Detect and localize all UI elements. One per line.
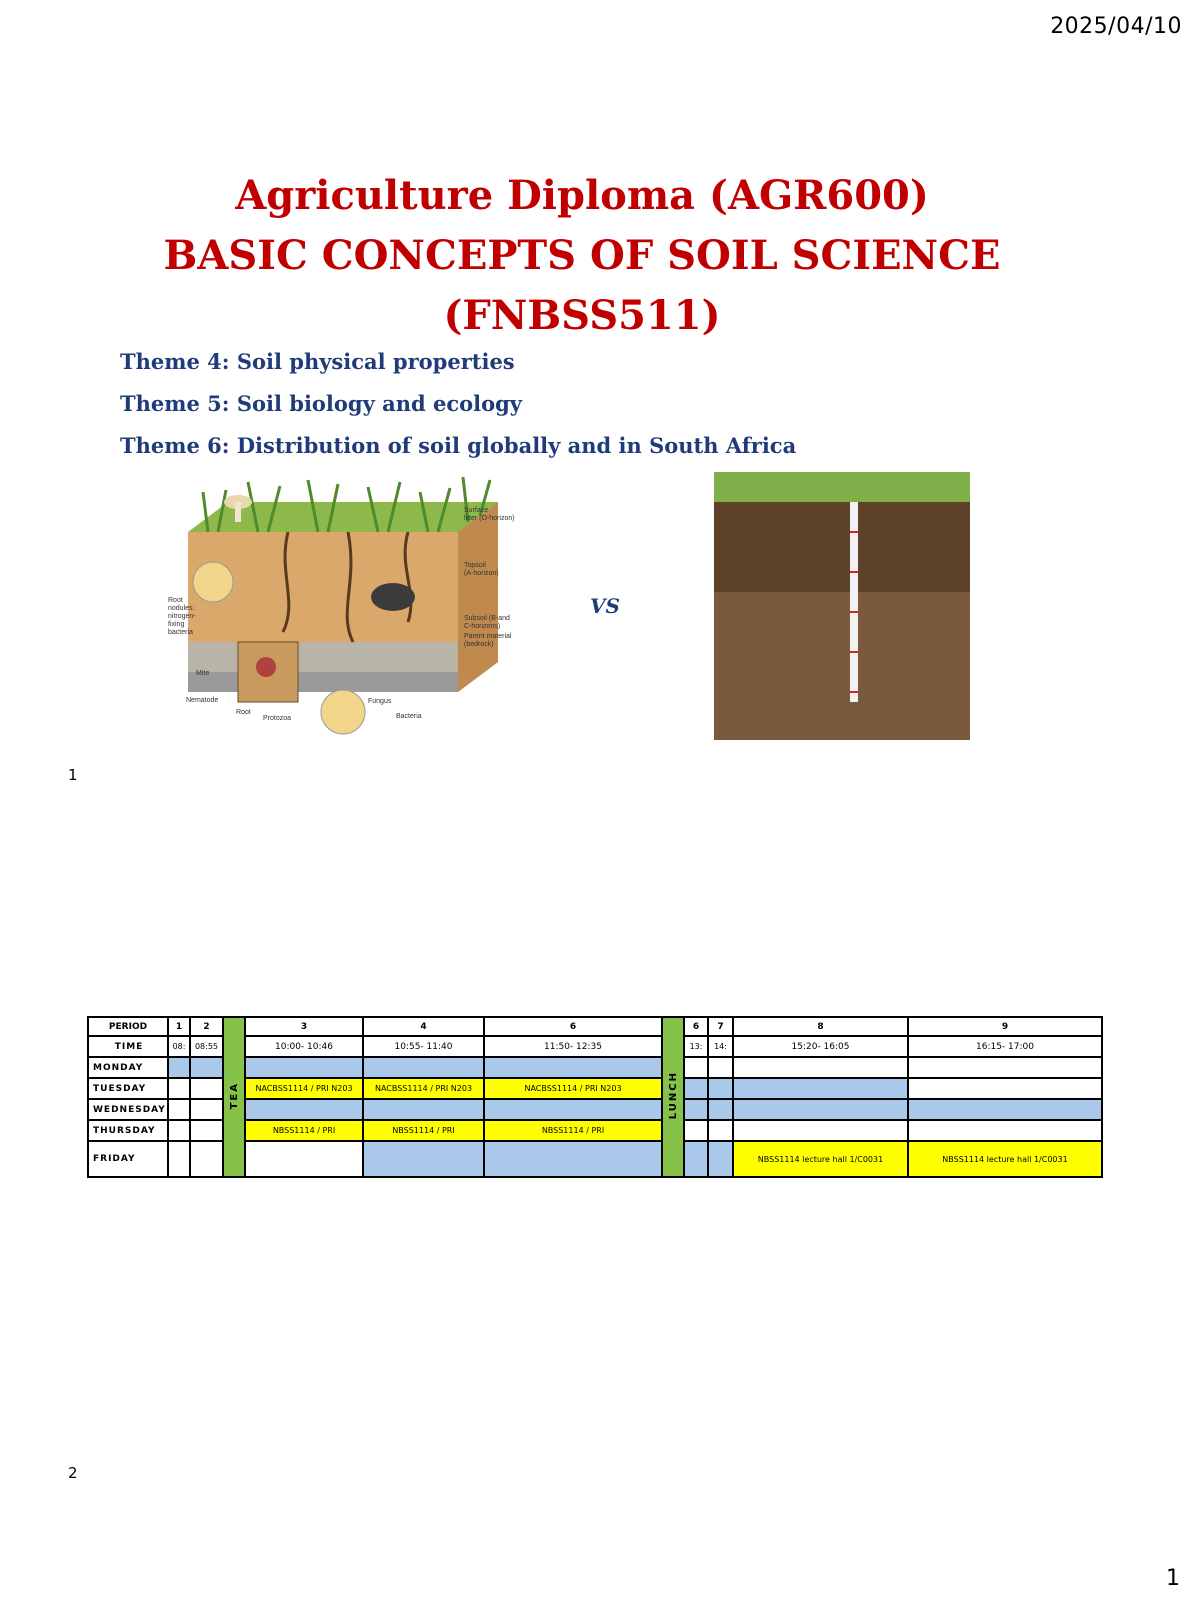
svg-text:(bedrock): (bedrock): [464, 641, 494, 648]
slot: [168, 1057, 190, 1078]
svg-text:C-horizons): C-horizons): [464, 623, 501, 630]
period-cell: 2: [190, 1017, 223, 1036]
title-line-1: Agriculture Diploma (AGR600): [235, 172, 929, 219]
slot: [363, 1141, 484, 1177]
class-slot: NACBSS1114 / PRI N203: [363, 1078, 484, 1099]
slide-title: [0, 166, 1164, 346]
slot: [484, 1141, 662, 1177]
soil-ecosystem-diagram: [168, 472, 558, 752]
svg-text:Topsoil: Topsoil: [464, 562, 486, 569]
class-slot: NBSS1114 lecture hall 1/C0031: [733, 1141, 908, 1177]
slot: [708, 1057, 733, 1078]
slot: [708, 1078, 733, 1099]
svg-text:Fungus: Fungus: [368, 698, 392, 705]
slot: [684, 1141, 708, 1177]
svg-text:Subsoil (B-and: Subsoil (B-and: [464, 615, 510, 622]
svg-text:(A-horizon): (A-horizon): [464, 570, 499, 577]
page-number: 1: [1166, 1566, 1180, 1591]
time-cell: 08:: [168, 1036, 190, 1057]
time-header: TIME: [88, 1036, 168, 1057]
class-slot: NACBSS1114 / PRI N203: [245, 1078, 363, 1099]
slot: [168, 1120, 190, 1141]
svg-text:Root: Root: [168, 597, 183, 604]
slot: [363, 1057, 484, 1078]
period-cell: 4: [363, 1017, 484, 1036]
slide-number-2: 2: [68, 1464, 78, 1482]
svg-text:nodules:: nodules:: [168, 605, 195, 612]
title-line-3: (FNBSS511): [443, 292, 721, 339]
period-cell: 6: [684, 1017, 708, 1036]
slide-number-1: 1: [68, 766, 78, 784]
svg-text:nitrogen-: nitrogen-: [168, 613, 196, 620]
slot: [684, 1078, 708, 1099]
theme-list: [120, 344, 796, 470]
slot: [733, 1078, 908, 1099]
svg-text:Root: Root: [236, 709, 251, 716]
slot: [245, 1099, 363, 1120]
versus-label: VS: [590, 594, 620, 618]
day-label: FRIDAY: [88, 1141, 168, 1177]
slot: [190, 1099, 223, 1120]
time-cell: 08:55: [190, 1036, 223, 1057]
theme-item: Theme 5: Soil biology and ecology: [120, 391, 523, 416]
class-slot: NACBSS1114 / PRI N203: [484, 1078, 662, 1099]
slot: [708, 1120, 733, 1141]
slot: [245, 1057, 363, 1078]
time-cell: 10:55- 11:40: [363, 1036, 484, 1057]
period-cell: 3: [245, 1017, 363, 1036]
theme-item: Theme 4: Soil physical properties: [120, 349, 515, 374]
time-cell: 10:00- 10:46: [245, 1036, 363, 1057]
svg-text:Protozoa: Protozoa: [263, 715, 292, 722]
slot: [190, 1057, 223, 1078]
slot: [484, 1099, 662, 1120]
slot: [908, 1120, 1102, 1141]
tea-break-column: [223, 1017, 245, 1177]
day-label: TUESDAY: [88, 1078, 168, 1099]
label-o-horizon: litter (O-horizon): [464, 515, 515, 522]
slot: [168, 1099, 190, 1120]
period-cell: 8: [733, 1017, 908, 1036]
svg-text:Bacteria: Bacteria: [396, 713, 422, 720]
slot: [708, 1141, 733, 1177]
class-slot: NBSS1114 / PRI: [484, 1120, 662, 1141]
period-cell: 9: [908, 1017, 1102, 1036]
slot: [190, 1078, 223, 1099]
slot: [908, 1057, 1102, 1078]
soil-profile-photo: [714, 472, 970, 740]
slot: [733, 1057, 908, 1078]
slot: [733, 1099, 908, 1120]
time-cell: 11:50- 12:35: [484, 1036, 662, 1057]
slot: [245, 1141, 363, 1177]
svg-text:fixing: fixing: [168, 621, 185, 628]
svg-text:Parent material: Parent material: [464, 633, 512, 640]
svg-text:Nematode: Nematode: [186, 697, 219, 704]
slot: [363, 1099, 484, 1120]
period-row: [88, 1017, 1102, 1036]
slot: [908, 1099, 1102, 1120]
slot: [190, 1141, 223, 1177]
slot: [684, 1057, 708, 1078]
time-cell: 14:: [708, 1036, 733, 1057]
period-cell: 6: [484, 1017, 662, 1036]
timetable: [87, 1016, 1103, 1178]
slot: [733, 1120, 908, 1141]
period-cell: 7: [708, 1017, 733, 1036]
period-header: PERIOD: [88, 1017, 168, 1036]
slot: [168, 1141, 190, 1177]
title-line-2: BASIC CONCEPTS OF SOIL SCIENCE: [163, 232, 1001, 279]
slot: [708, 1099, 733, 1120]
day-label: THURSDAY: [88, 1120, 168, 1141]
slot: [684, 1099, 708, 1120]
time-cell: 13:: [684, 1036, 708, 1057]
lunch-label: LUNCH: [667, 1071, 679, 1120]
slot: [168, 1078, 190, 1099]
slot: [908, 1078, 1102, 1099]
lunch-break-column: [662, 1017, 684, 1177]
theme-item: Theme 6: Distribution of soil globally and in South Africa: [120, 433, 797, 458]
label-surface: Surface: [464, 507, 489, 514]
day-label: WEDNESDAY: [88, 1099, 168, 1120]
class-slot: NBSS1114 lecture hall 1/C0031: [908, 1141, 1102, 1177]
svg-text:bacteria: bacteria: [168, 629, 193, 636]
tea-label: TEA: [228, 1081, 240, 1110]
time-cell: 16:15- 17:00: [908, 1036, 1102, 1057]
slot: [484, 1057, 662, 1078]
day-label: MONDAY: [88, 1057, 168, 1078]
class-slot: NBSS1114 / PRI: [245, 1120, 363, 1141]
slot: [190, 1120, 223, 1141]
slot: [684, 1120, 708, 1141]
period-cell: 1: [168, 1017, 190, 1036]
print-date: 2025/04/10: [1050, 14, 1182, 39]
svg-text:Mite: Mite: [196, 670, 210, 677]
time-cell: 15:20- 16:05: [733, 1036, 908, 1057]
class-slot: NBSS1114 / PRI: [363, 1120, 484, 1141]
